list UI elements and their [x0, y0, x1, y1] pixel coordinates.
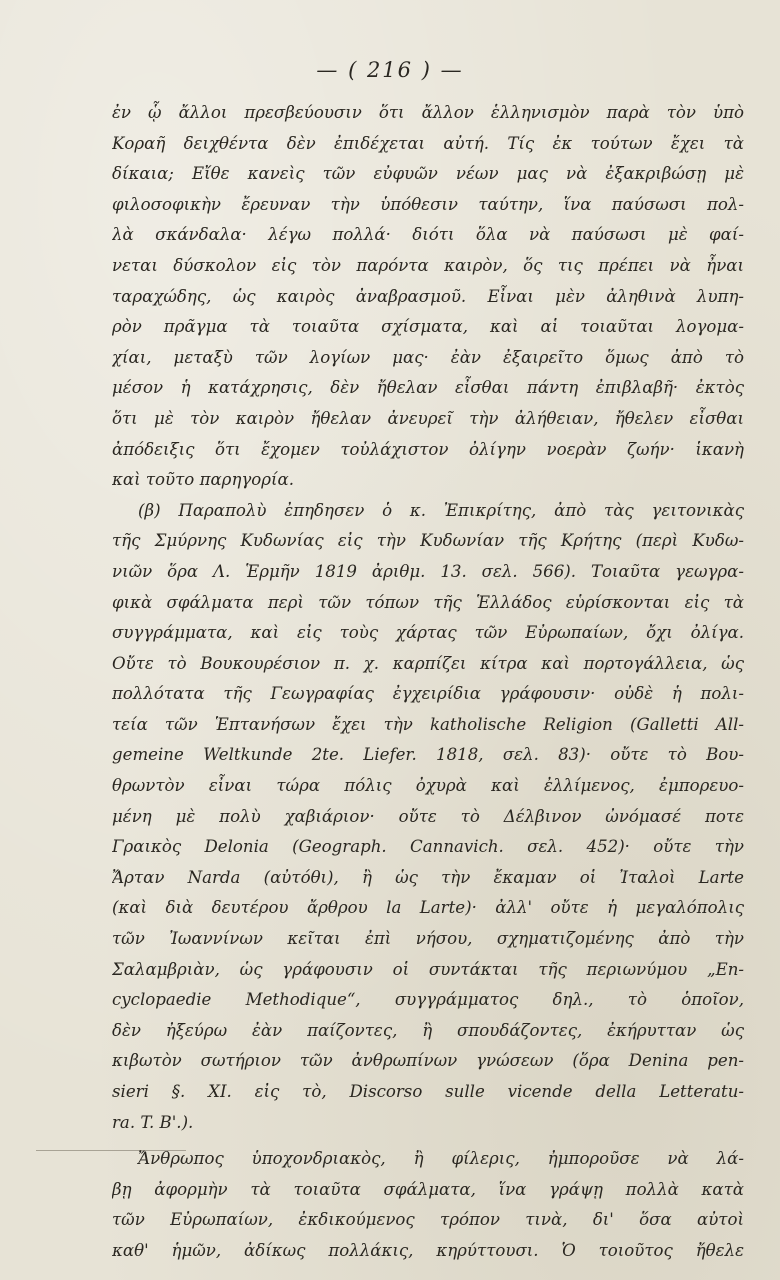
text-line: ἀπόδειξις ὅτι ἔχομεν τοὐλάχιστον ὀλίγην νοερὰν ζωήν· ἱκανὴ: [112, 439, 744, 459]
text-line: gemeine Weltkunde 2te. Liefer. 1818, σελ. 83)· οὔτε τὸ Βου-: [112, 745, 744, 765]
text-line: θρωντὸν εἶναι τώρα πόλις ὀχυρὰ καὶ ἐλλίμενος, ἐμπορευο-: [112, 776, 744, 796]
text-line: Κοραῆ δειχθέντα δὲν ἐπιδέχεται αὐτή. Τίς ἐκ τούτων ἔχει τὰ: [112, 133, 744, 153]
text-line: τεία τῶν Ἑπτανήσων ἔχει τὴν katholische Religion (Galletti All-: [112, 714, 744, 734]
text-line: φικὰ σφάλματα περὶ τῶν τόπων τῆς Ἑλλάδος εὑρίσκονται εἰς τὰ: [112, 592, 744, 612]
text-line: νεται δύσκολον εἰς τὸν παρόντα καιρὸν, ὅς τις πρέπει νὰ ἦναι: [112, 255, 744, 275]
text-line: βῃ ἀφορμὴν τὰ τοιαῦτα σφάλματα, ἵνα γράψῃ πολλὰ κατὰ: [112, 1179, 744, 1199]
text-line: καθ' ἡμῶν, ἀδίκως πολλάκις, κηρύττουσι. Ὁ τοιοῦτος ἤθελε: [112, 1240, 744, 1260]
text-line: ρὸν πρᾶγμα τὰ τοιαῦτα σχίσματα, καὶ αἱ τοιαῦται λογομα-: [112, 317, 744, 337]
text-line: καὶ τοῦτο παρηγορία.: [112, 470, 295, 490]
text-line: Οὔτε τὸ Βουκουρέσιον π. χ. καρπίζει κίτρα καὶ πορτογάλλεια, ὡς: [112, 653, 744, 673]
paper-crease: [36, 1150, 186, 1151]
text-line: χίαι, μεταξὺ τῶν λογίων μας· ἐὰν ἐξαιρεῖτο ὅμως ἀπὸ τὸ: [112, 347, 744, 367]
text-line: Σαλαμβριὰν, ὡς γράφουσιν οἱ συντάκται τῆς περιωνύμου „En-: [112, 959, 744, 979]
text-line: sieri §. XI. εἰς τὸ, Discorso sulle vicende della Letteratu-: [112, 1082, 744, 1101]
text-line: Γραικὸς Delonia (Geograph. Cannavich. σελ. 452)· οὔτε τὴν: [112, 837, 744, 857]
body-text: [112, 98, 744, 1267]
paragraph-start: Ἄνθρωπος ὑποχονδριακὸς, ἢ φίλερις, ἠμποροῦσε νὰ λά-: [138, 1149, 744, 1169]
text-line: (καὶ διὰ δευτέρου ἄρθρου la Larte)· ἀλλ' οὔτε ἡ μεγαλόπολις: [112, 898, 744, 918]
text-line: ταραχώδης, ὡς καιρὸς ἀναβρασμοῦ. Εἶναι μὲν ἀληθινὰ λυπη-: [112, 286, 744, 306]
text-line: δὲν ἠξεύρω ἐὰν παίζοντες, ἢ σπουδάζοντες, ἐκήρυτταν ὡς: [112, 1020, 744, 1040]
text-line: κιβωτὸν σωτήριον τῶν ἀνθρωπίνων γνώσεων (ὅρα Denina pen-: [112, 1051, 744, 1071]
footnote-b-start: (β) Παραπολὺ ἐπηδησεν ὁ κ. Ἐπικρίτης, ἀπὸ τὰς γειτονικὰς: [138, 500, 744, 520]
text-line: Ἄρταν Narda (αὐτόθι), ἢ ὡς τὴν ἔκαμαν οἱ Ἰταλοὶ Larte: [112, 867, 744, 887]
text-line: ra. T. B'.).: [112, 1112, 194, 1132]
text-line: λὰ σκάνδαλα· λέγω πολλά· διότι ὅλα νὰ παύσωσι μὲ φαί-: [112, 225, 744, 245]
text-line: δίκαια; Εἴθε κανεὶς τῶν εὐφυῶν νέων μας νὰ ἐξακριβώσῃ μὲ: [112, 164, 744, 184]
text-line: μέσον ἡ κατάχρησις, δὲν ἤθελαν εἶσθαι πάντη ἐπιβλαβῆ· ἐκτὸς: [112, 378, 744, 398]
text-line: τῶν Εὐρωπαίων, ἐκδικούμενος τρόπον τινὰ, δι' ὅσα αὐτοὶ: [112, 1210, 744, 1230]
text-line: cyclopaedie Methodique“, συγγράμματος δηλ., τὸ ὁποῖον,: [112, 990, 744, 1010]
text-line: ὅτι μὲ τὸν καιρὸν ἤθελαν ἀνευρεῖ τὴν ἀλήθειαν, ἤθελεν εἶσθαι: [112, 408, 744, 428]
text-line: φιλοσοφικὴν ἔρευναν τὴν ὑπόθεσιν ταύτην, ἵνα παύσωσι πολ-: [112, 194, 744, 214]
text-line: συγγράμματα, καὶ εἰς τοὺς χάρτας τῶν Εὐρωπαίων, ὄχι ὀλίγα.: [112, 623, 744, 643]
text-line: πολλότατα τῆς Γεωγραφίας ἐγχειρίδια γράφουσιν· οὐδὲ ἡ πολι-: [112, 684, 744, 704]
page-number: — ( 216 ) —: [316, 58, 464, 82]
text-line: τῶν Ἰωαννίνων κεῖται ἐπὶ νήσου, σχηματιζομένης ἀπὸ τὴν: [112, 929, 744, 949]
text-line: τῆς Σμύρνης Κυδωνίας εἰς τὴν Κυδωνίαν τῆς Κρήτης (περὶ Κυδω-: [112, 531, 744, 551]
text-line: ἐν ᾧ ἄλλοι πρεσβεύουσιν ὅτι ἄλλον ἑλληνισμὸν παρὰ τὸν ὑπὸ: [112, 103, 744, 122]
text-line: νιῶν ὅρα Λ. Ἑρμῆν 1819 ἀριθμ. 13. σελ. 566). Τοιαῦτα γεωγρα-: [112, 561, 744, 581]
text-line: μένη μὲ πολὺ χαβιάριον· οὔτε τὸ Δέλβινον ὠνόμασέ ποτε: [112, 806, 744, 826]
